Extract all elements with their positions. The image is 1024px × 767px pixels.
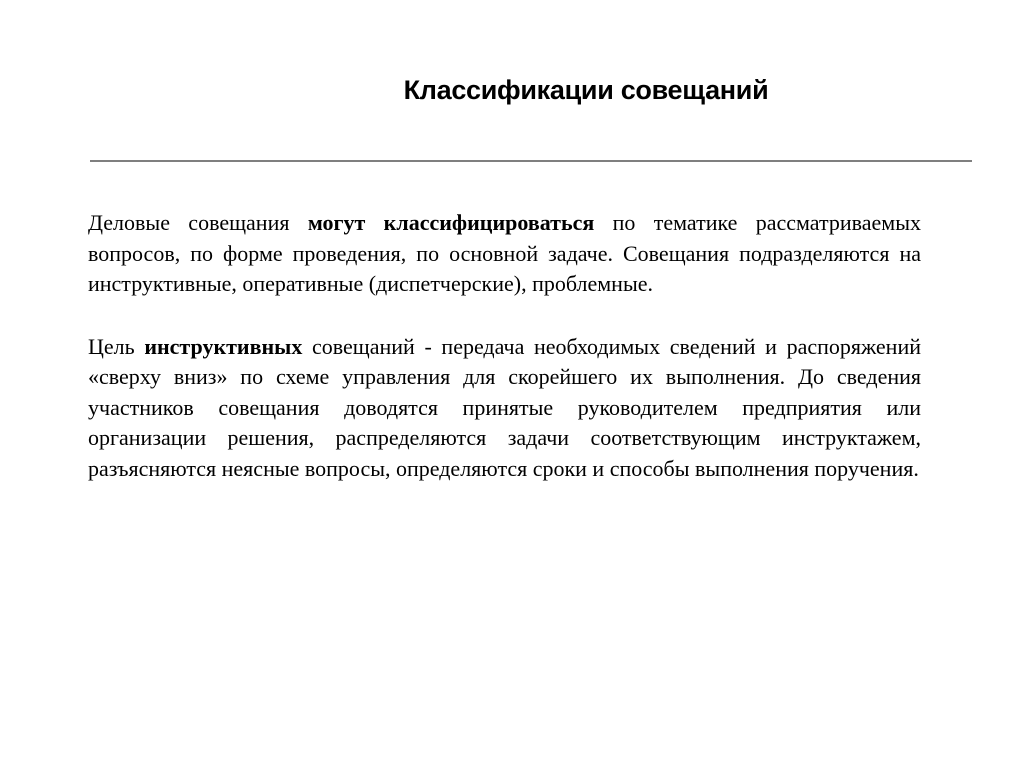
paragraph-emphasis: инструктивных xyxy=(144,333,303,359)
paragraph-emphasis: могут классифицироваться xyxy=(307,210,595,235)
slide-title: Классификации совещаний xyxy=(403,75,769,105)
paragraph-instructive-goal xyxy=(88,332,921,485)
title-divider xyxy=(90,160,972,162)
paragraph-text: совещаний - передача необходимых сведений и распоряжений «сверху вниз» по схеме управления для скорейшего их выполнения. До сведения участников совещания доводятся принятые руководителем предприятия или организации решения, распределяются задачи соответствующим инструктажем, разъясняются неясные вопросы, определяются сроки и способы выполнения поручения. xyxy=(88,333,921,481)
paragraph-classification xyxy=(88,208,921,300)
paragraph-text: Деловые совещания xyxy=(88,210,308,235)
slide-body xyxy=(88,208,921,484)
paragraph-text: по тематике рассматриваемых вопросов, по форме проведения, по основной задаче. Совещания подразделяются на инструктивные, оперативные (диспетчерские), проблемные. xyxy=(88,210,921,296)
paragraph-text: Цель xyxy=(88,333,145,359)
